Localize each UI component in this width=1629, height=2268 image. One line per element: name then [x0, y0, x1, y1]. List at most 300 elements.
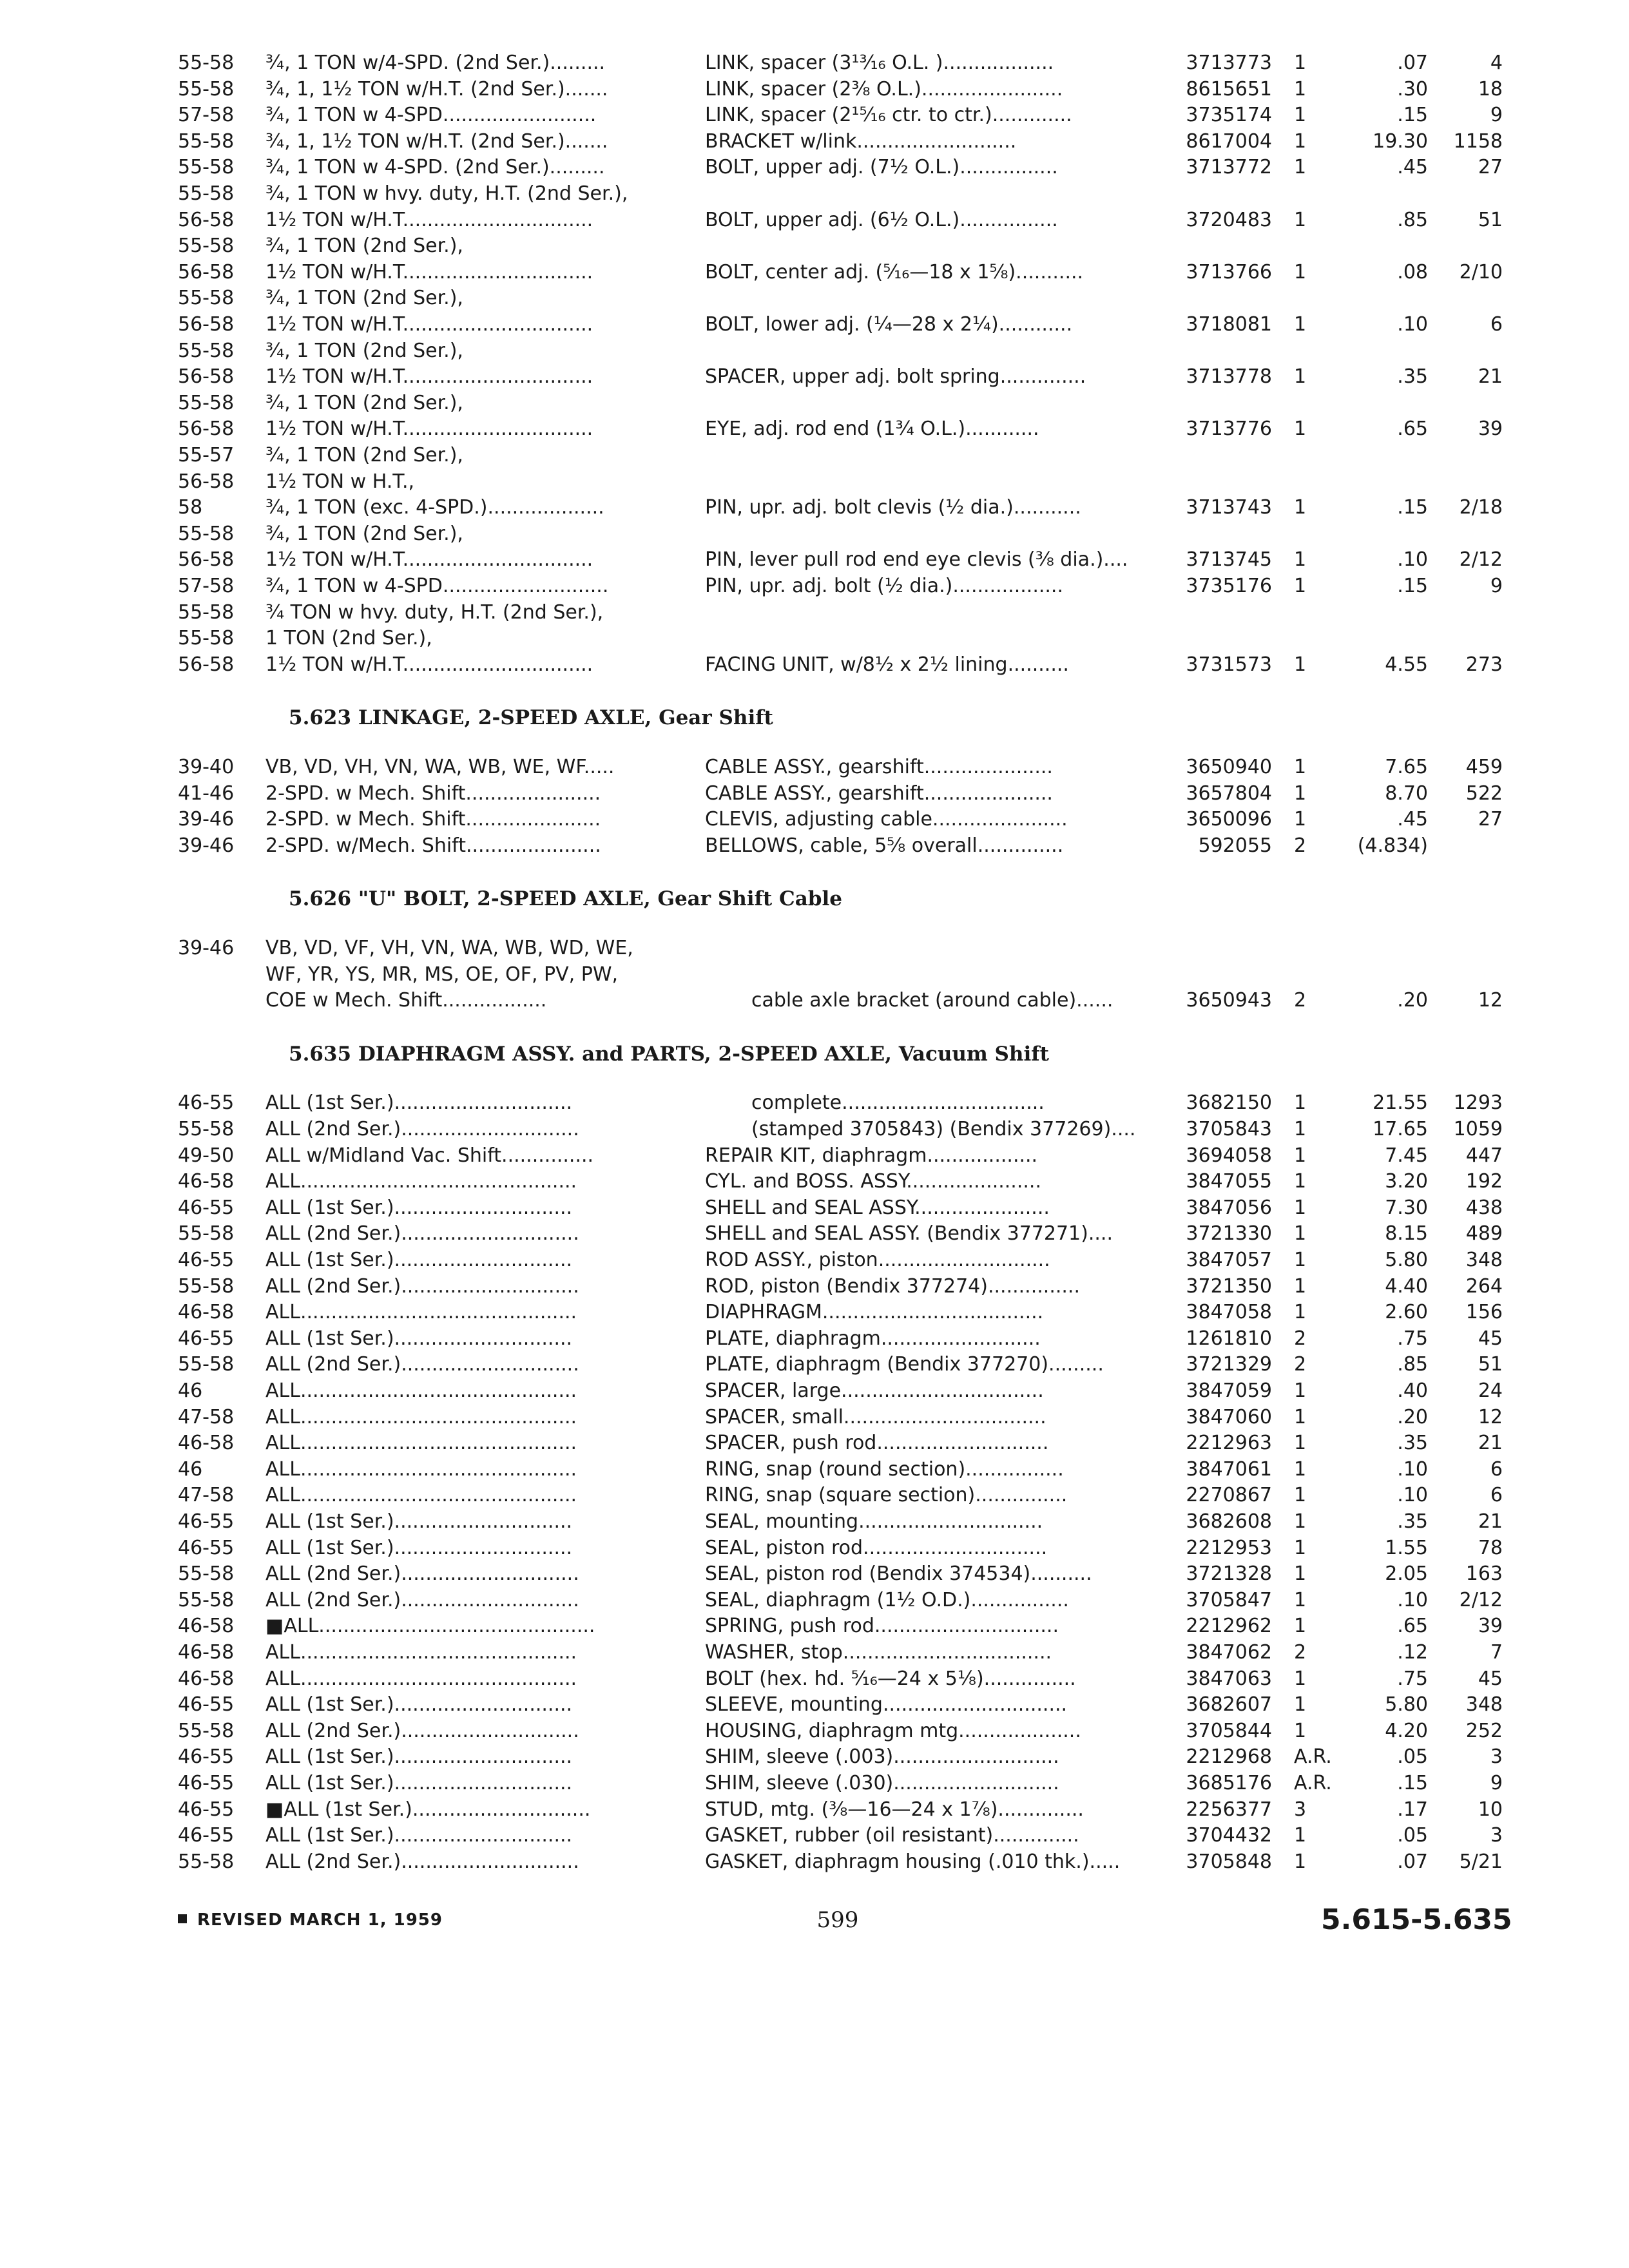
parts-row [0, 1169, 1629, 1195]
description-cell: EYE, adj. rod end (1¾ O.L.)............ [705, 418, 1039, 440]
list-price-cell: .45 [1397, 156, 1428, 178]
dealer-cost-cell: 192 [1465, 1170, 1503, 1193]
page-number: 599 [816, 1907, 859, 1933]
part-number-cell: 3705848 [1186, 1850, 1272, 1873]
models-cell: ALL............................................. [265, 1432, 577, 1454]
dealer-cost-cell: 39 [1478, 418, 1503, 440]
part-number-cell: 3705847 [1186, 1589, 1272, 1611]
list-price-cell: .75 [1397, 1667, 1428, 1690]
models-cell: ¾, 1 TON w hvy. duty, H.T. (2nd Ser.), [265, 182, 628, 205]
quantity-cell: 1 [1294, 808, 1307, 831]
part-number-cell: 3847058 [1186, 1301, 1272, 1323]
models-cell: VB, VD, VH, VN, WA, WB, WE, WF..... [265, 756, 615, 778]
description-cell: BOLT (hex. hd. ⁵⁄₁₆—24 x 5⅛)............... [705, 1667, 1076, 1690]
models-cell: ALL (2nd Ser.)............................. [265, 1720, 579, 1742]
dealer-cost-cell: 1293 [1453, 1091, 1503, 1114]
year-cell: 58 [178, 496, 203, 519]
section-heading: 5.623 LINKAGE, 2-SPEED AXLE, Gear Shift [289, 706, 773, 729]
quantity-cell: 1 [1294, 1458, 1307, 1481]
dealer-cost-cell: 9 [1490, 104, 1503, 126]
parts-row [0, 1090, 1629, 1116]
models-cell: 1 TON (2nd Ser.), [265, 627, 432, 649]
description-cell: RING, snap (square section)............... [705, 1484, 1068, 1506]
year-cell: 46-58 [178, 1667, 235, 1690]
models-cell: ALL (1st Ser.)............................. [265, 1196, 573, 1219]
part-number-cell: 3847055 [1186, 1170, 1272, 1193]
quantity-cell: 1 [1294, 1170, 1307, 1193]
list-price-cell: .08 [1397, 261, 1428, 284]
models-cell: ¾, 1 TON w 4-SPD........................... [265, 575, 609, 597]
dealer-cost-cell: 1059 [1453, 1118, 1503, 1140]
list-price-cell: .45 [1397, 808, 1428, 831]
description-cell: PIN, upr. adj. bolt clevis (½ dia.)........... [705, 496, 1081, 519]
description-cell: SPACER, upper adj. bolt spring.............. [705, 365, 1086, 388]
list-price-cell: 21.55 [1373, 1091, 1428, 1114]
parts-row [0, 1561, 1629, 1587]
list-price-cell: .10 [1397, 548, 1428, 571]
quantity-cell: 1 [1294, 78, 1307, 101]
dealer-cost-cell: 264 [1465, 1275, 1503, 1298]
models-cell: ¾, 1 TON (2nd Ser.), [265, 523, 463, 545]
year-cell: 55-58 [178, 1589, 235, 1611]
description-cell: SHIM, sleeve (.030)........................... [705, 1772, 1059, 1794]
models-cell: ALL............................................. [265, 1301, 577, 1323]
year-cell: 47-58 [178, 1484, 235, 1506]
list-price-cell: 17.65 [1373, 1118, 1428, 1140]
quantity-cell: 1 [1294, 1222, 1307, 1245]
quantity-cell: 2 [1294, 989, 1307, 1012]
list-price-cell: (4.834) [1357, 834, 1428, 857]
dealer-cost-cell: 45 [1478, 1667, 1503, 1690]
dealer-cost-cell: 27 [1478, 808, 1503, 831]
year-cell: 46-58 [178, 1301, 235, 1323]
parts-row [0, 962, 1629, 988]
part-number-cell: 3718081 [1186, 313, 1272, 336]
parts-row [0, 1823, 1629, 1849]
models-cell: ALL (1st Ser.)............................. [265, 1091, 573, 1114]
parts-row [0, 155, 1629, 180]
year-cell: 56-58 [178, 418, 235, 440]
dealer-cost-cell: 156 [1465, 1301, 1503, 1323]
parts-row [0, 1378, 1629, 1404]
list-price-cell: 7.45 [1385, 1144, 1428, 1167]
models-cell: ■ALL............................................. [265, 1615, 595, 1637]
models-cell: ALL (1st Ser.)............................. [265, 1824, 573, 1847]
year-cell: 55-58 [178, 1562, 235, 1585]
quantity-cell: 1 [1294, 261, 1307, 284]
parts-row [0, 1666, 1629, 1692]
parts-row [0, 390, 1629, 416]
parts-row [0, 1274, 1629, 1300]
part-number-cell: 3735174 [1186, 104, 1272, 126]
year-cell: 55-58 [178, 182, 235, 205]
dealer-cost-cell: 45 [1478, 1327, 1503, 1350]
quantity-cell: 1 [1294, 1589, 1307, 1611]
part-number-cell: 1261810 [1186, 1327, 1272, 1350]
quantity-cell: 1 [1294, 653, 1307, 676]
part-number-cell: 3682607 [1186, 1693, 1272, 1716]
quantity-cell: 1 [1294, 1693, 1307, 1716]
list-price-cell: .40 [1397, 1379, 1428, 1402]
dealer-cost-cell: 438 [1465, 1196, 1503, 1219]
part-number-cell: 592055 [1198, 834, 1272, 857]
year-cell: 55-58 [178, 340, 235, 362]
part-number-cell: 3650096 [1186, 808, 1272, 831]
quantity-cell: 1 [1294, 1562, 1307, 1585]
dealer-cost-cell: 2/12 [1459, 548, 1503, 571]
description-cell: WASHER, stop.................................. [705, 1641, 1052, 1664]
dealer-cost-cell: 39 [1478, 1615, 1503, 1637]
revision-marker-icon [178, 1914, 187, 1923]
parts-row [0, 1640, 1629, 1666]
parts-row [0, 1588, 1629, 1613]
year-cell: 55-58 [178, 1353, 235, 1376]
description-cell: BOLT, lower adj. (¼—28 x 2¼)............ [705, 313, 1073, 336]
description-cell: ROD, piston (Bendix 377274)............... [705, 1275, 1080, 1298]
section-range: 5.615-5.635 [1321, 1903, 1512, 1936]
parts-row [0, 626, 1629, 651]
list-price-cell: .35 [1397, 1432, 1428, 1454]
list-price-cell: .20 [1397, 1406, 1428, 1428]
models-cell: 1½ TON w/H.T............................... [265, 548, 593, 571]
part-number-cell: 2212968 [1186, 1745, 1272, 1768]
year-cell: 39-46 [178, 808, 235, 831]
models-cell: ALL w/Midland Vac. Shift............... [265, 1144, 594, 1167]
parts-row [0, 1771, 1629, 1796]
list-price-cell: .15 [1397, 575, 1428, 597]
year-cell: 56-58 [178, 209, 235, 231]
dealer-cost-cell: 2/18 [1459, 496, 1503, 519]
models-cell: ALL (2nd Ser.)............................. [265, 1562, 579, 1585]
dealer-cost-cell: 348 [1465, 1693, 1503, 1716]
list-price-cell: .05 [1397, 1745, 1428, 1768]
models-cell: 1½ TON w/H.T............................... [265, 365, 593, 388]
part-number-cell: 3847057 [1186, 1249, 1272, 1271]
list-price-cell: .75 [1397, 1327, 1428, 1350]
description-cell: SLEEVE, mounting.............................. [705, 1693, 1068, 1716]
parts-row [0, 988, 1629, 1014]
list-price-cell: .30 [1397, 78, 1428, 101]
year-cell: 55-58 [178, 601, 235, 624]
year-cell: 55-58 [178, 1275, 235, 1298]
list-price-cell: 4.40 [1385, 1275, 1428, 1298]
year-cell: 55-58 [178, 392, 235, 414]
year-cell: 46-58 [178, 1615, 235, 1637]
year-cell: 46-55 [178, 1693, 235, 1716]
year-cell: 46-55 [178, 1327, 235, 1350]
part-number-cell: 3657804 [1186, 782, 1272, 805]
models-cell: ALL............................................. [265, 1667, 577, 1690]
year-cell: 55-58 [178, 1118, 235, 1140]
models-cell: ALL............................................. [265, 1379, 577, 1402]
quantity-cell: 1 [1294, 130, 1307, 153]
year-cell: 46-55 [178, 1745, 235, 1768]
part-number-cell: 3721350 [1186, 1275, 1272, 1298]
dealer-cost-cell: 21 [1478, 1432, 1503, 1454]
dealer-cost-cell: 21 [1478, 1510, 1503, 1533]
models-cell: ALL............................................. [265, 1406, 577, 1428]
part-number-cell: 3847063 [1186, 1667, 1272, 1690]
dealer-cost-cell: 9 [1490, 1772, 1503, 1794]
description-cell: complete................................. [751, 1091, 1045, 1114]
description-cell: SPACER, small................................. [705, 1406, 1046, 1428]
section-heading: 5.626 "U" BOLT, 2-SPEED AXLE, Gear Shift Cable [289, 887, 842, 910]
quantity-cell: 1 [1294, 1615, 1307, 1637]
year-cell: 55-58 [178, 523, 235, 545]
parts-row [0, 1535, 1629, 1561]
parts-row [0, 1744, 1629, 1770]
quantity-cell: 1 [1294, 1824, 1307, 1847]
description-cell: BOLT, center adj. (⁵⁄₁₆—18 x 1⁵⁄₈)........... [705, 261, 1084, 284]
dealer-cost-cell: 522 [1465, 782, 1503, 805]
revised-note [178, 1901, 443, 1939]
dealer-cost-cell: 78 [1478, 1537, 1503, 1559]
quantity-cell: 1 [1294, 209, 1307, 231]
quantity-cell: 1 [1294, 1301, 1307, 1323]
parts-row [0, 260, 1629, 285]
part-number-cell: 2212963 [1186, 1432, 1272, 1454]
dealer-cost-cell: 163 [1465, 1562, 1503, 1585]
description-cell: LINK, spacer (2⅜ O.L.)....................... [705, 78, 1063, 101]
dealer-cost-cell: 252 [1465, 1720, 1503, 1742]
year-cell: 55-58 [178, 235, 235, 257]
quantity-cell: 1 [1294, 1379, 1307, 1402]
part-number-cell: 3847061 [1186, 1458, 1272, 1481]
list-price-cell: 3.20 [1385, 1170, 1428, 1193]
description-cell: BRACKET w/link.......................... [705, 130, 1017, 153]
models-cell: 2-SPD. w/Mech. Shift...................... [265, 834, 601, 857]
parts-row [0, 364, 1629, 390]
dealer-cost-cell: 3 [1490, 1745, 1503, 1768]
quantity-cell: 1 [1294, 575, 1307, 597]
list-price-cell: 4.55 [1385, 653, 1428, 676]
part-number-cell: 3713773 [1186, 52, 1272, 74]
quantity-cell: 1 [1294, 313, 1307, 336]
parts-row [0, 1405, 1629, 1430]
description-cell: PIN, upr. adj. bolt (½ dia.).................. [705, 575, 1063, 597]
year-cell: 55-58 [178, 1850, 235, 1873]
dealer-cost-cell: 7 [1490, 1641, 1503, 1664]
models-cell: ALL (2nd Ser.)............................. [265, 1275, 579, 1298]
description-cell: LINK, spacer (3¹³⁄₁₆ O.L. ).................. [705, 52, 1054, 74]
models-cell: ALL (2nd Ser.)............................. [265, 1850, 579, 1873]
dealer-cost-cell: 27 [1478, 156, 1503, 178]
dealer-cost-cell: 10 [1478, 1798, 1503, 1821]
year-cell: 39-40 [178, 756, 235, 778]
parts-row [0, 1692, 1629, 1718]
part-number-cell: 3713776 [1186, 418, 1272, 440]
dealer-cost-cell: 12 [1478, 989, 1503, 1012]
description-cell: GASKET, rubber (oil resistant).............. [705, 1824, 1079, 1847]
year-cell: 55-58 [178, 627, 235, 649]
description-cell: RING, snap (round section)................ [705, 1458, 1064, 1481]
parts-row [0, 312, 1629, 338]
dealer-cost-cell: 18 [1478, 78, 1503, 101]
year-cell: 57-58 [178, 104, 235, 126]
year-cell: 55-58 [178, 52, 235, 74]
dealer-cost-cell: 459 [1465, 756, 1503, 778]
description-cell: STUD, mtg. (⅜—16—24 x 1⅞).............. [705, 1798, 1084, 1821]
list-price-cell: .65 [1397, 418, 1428, 440]
list-price-cell: .10 [1397, 1458, 1428, 1481]
parts-row [0, 1457, 1629, 1483]
dealer-cost-cell: 5/21 [1459, 1850, 1503, 1873]
year-cell: 57-58 [178, 575, 235, 597]
models-cell: COE w Mech. Shift................. [265, 989, 547, 1012]
models-cell: ALL............................................. [265, 1484, 577, 1506]
year-cell: 46 [178, 1379, 203, 1402]
quantity-cell: 1 [1294, 104, 1307, 126]
list-price-cell: 2.60 [1385, 1301, 1428, 1323]
dealer-cost-cell: 4 [1490, 52, 1503, 74]
description-cell: SHIM, sleeve (.003)........................... [705, 1745, 1059, 1768]
part-number-cell: 2212962 [1186, 1615, 1272, 1637]
dealer-cost-cell: 1158 [1453, 130, 1503, 153]
quantity-cell: 1 [1294, 1118, 1307, 1140]
quantity-cell: 1 [1294, 1537, 1307, 1559]
description-cell: PLATE, diaphragm (Bendix 377270)......... [705, 1353, 1104, 1376]
year-cell: 56-58 [178, 653, 235, 676]
parts-row [0, 129, 1629, 155]
part-number-cell: 3713766 [1186, 261, 1272, 284]
list-price-cell: .85 [1397, 209, 1428, 231]
year-cell: 56-58 [178, 548, 235, 571]
quantity-cell: A.R. [1294, 1772, 1332, 1794]
parts-row [0, 1143, 1629, 1169]
dealer-cost-cell: 489 [1465, 1222, 1503, 1245]
description-cell: SHELL and SEAL ASSY...................... [705, 1196, 1050, 1219]
description-cell: CABLE ASSY., gearshift..................... [705, 782, 1053, 805]
year-cell: 46-58 [178, 1170, 235, 1193]
quantity-cell: 1 [1294, 1275, 1307, 1298]
dealer-cost-cell: 2/12 [1459, 1589, 1503, 1611]
parts-row [0, 233, 1629, 259]
parts-row [0, 521, 1629, 547]
models-cell: ¾, 1, 1½ TON w/H.T. (2nd Ser.)....... [265, 78, 608, 101]
part-number-cell: 3704432 [1186, 1824, 1272, 1847]
dealer-cost-cell: 51 [1478, 209, 1503, 231]
part-number-cell: 3721329 [1186, 1353, 1272, 1376]
models-cell: ¾, 1 TON (2nd Ser.), [265, 287, 463, 309]
quantity-cell: 1 [1294, 1720, 1307, 1742]
list-price-cell: .35 [1397, 1510, 1428, 1533]
models-cell: ALL (1st Ser.)............................. [265, 1772, 573, 1794]
part-number-cell: 3721330 [1186, 1222, 1272, 1245]
list-price-cell: .12 [1397, 1641, 1428, 1664]
part-number-cell: 2212953 [1186, 1537, 1272, 1559]
dealer-cost-cell: 9 [1490, 575, 1503, 597]
models-cell: 1½ TON w/H.T............................... [265, 418, 593, 440]
dealer-cost-cell: 447 [1465, 1144, 1503, 1167]
models-cell: ALL............................................. [265, 1170, 577, 1193]
part-number-cell: 3650943 [1186, 989, 1272, 1012]
year-cell: 56-58 [178, 365, 235, 388]
parts-row [0, 416, 1629, 442]
parts-row [0, 936, 1629, 961]
description-cell: GASKET, diaphragm housing (.010 thk.)..... [705, 1850, 1121, 1873]
part-number-cell: 2270867 [1186, 1484, 1272, 1506]
year-cell: 55-58 [178, 287, 235, 309]
models-cell: ¾, 1 TON (2nd Ser.), [265, 340, 463, 362]
quantity-cell: 1 [1294, 756, 1307, 778]
description-cell: CABLE ASSY., gearshift..................... [705, 756, 1053, 778]
description-cell: DIAPHRAGM.................................... [705, 1301, 1044, 1323]
quantity-cell: 1 [1294, 1667, 1307, 1690]
year-cell: 46-55 [178, 1196, 235, 1219]
parts-row [0, 1718, 1629, 1744]
models-cell: 2-SPD. w Mech. Shift...................... [265, 808, 601, 831]
year-cell: 56-58 [178, 261, 235, 284]
part-number-cell: 3650940 [1186, 756, 1272, 778]
list-price-cell: .35 [1397, 365, 1428, 388]
description-cell: BELLOWS, cable, 5⅝ overall.............. [705, 834, 1064, 857]
part-number-cell: 3847062 [1186, 1641, 1272, 1664]
parts-row [0, 181, 1629, 207]
year-cell: 47-58 [178, 1406, 235, 1428]
year-cell: 41-46 [178, 782, 235, 805]
year-cell: 46-58 [178, 1432, 235, 1454]
models-cell: ALL (2nd Ser.)............................. [265, 1589, 579, 1611]
parts-row [0, 495, 1629, 521]
list-price-cell: .10 [1397, 1484, 1428, 1506]
description-cell: PLATE, diaphragm.......................... [705, 1327, 1041, 1350]
quantity-cell: 1 [1294, 782, 1307, 805]
models-cell: ¾, 1 TON w 4-SPD......................... [265, 104, 597, 126]
description-cell: SPRING, push rod.............................. [705, 1615, 1059, 1637]
parts-row [0, 1613, 1629, 1639]
part-number-cell: 3685176 [1186, 1772, 1272, 1794]
parts-row [0, 1352, 1629, 1378]
dealer-cost-cell: 273 [1465, 653, 1503, 676]
description-cell: SEAL, mounting.............................. [705, 1510, 1043, 1533]
quantity-cell: 1 [1294, 1432, 1307, 1454]
part-number-cell: 3847059 [1186, 1379, 1272, 1402]
models-cell: ALL (2nd Ser.)............................. [265, 1353, 579, 1376]
dealer-cost-cell: 6 [1490, 1484, 1503, 1506]
quantity-cell: 2 [1294, 834, 1307, 857]
parts-row [0, 781, 1629, 807]
dealer-cost-cell: 6 [1490, 313, 1503, 336]
part-number-cell: 3713745 [1186, 548, 1272, 571]
description-cell: SEAL, diaphragm (1½ O.D.)................ [705, 1589, 1069, 1611]
quantity-cell: 1 [1294, 1510, 1307, 1533]
part-number-cell: 3713778 [1186, 365, 1272, 388]
quantity-cell: 1 [1294, 496, 1307, 519]
parts-row [0, 1300, 1629, 1325]
quantity-cell: 2 [1294, 1641, 1307, 1664]
parts-row [0, 1221, 1629, 1247]
description-cell: SEAL, piston rod (Bendix 374534).......... [705, 1562, 1092, 1585]
dealer-cost-cell: 21 [1478, 365, 1503, 388]
parts-row [0, 547, 1629, 573]
list-price-cell: .15 [1397, 1772, 1428, 1794]
models-cell: 1½ TON w/H.T............................... [265, 209, 593, 231]
year-cell: 56-58 [178, 313, 235, 336]
description-cell: BOLT, upper adj. (7½ O.L.)................ [705, 156, 1058, 178]
list-price-cell: .17 [1397, 1798, 1428, 1821]
parts-row [0, 1195, 1629, 1221]
description-cell: SHELL and SEAL ASSY. (Bendix 377271).... [705, 1222, 1113, 1245]
part-number-cell: 3847056 [1186, 1196, 1272, 1219]
year-cell: 39-46 [178, 937, 235, 959]
parts-row [0, 77, 1629, 102]
description-cell: CLEVIS, adjusting cable...................... [705, 808, 1068, 831]
part-number-cell: 3682608 [1186, 1510, 1272, 1533]
parts-row [0, 469, 1629, 495]
list-price-cell: 8.15 [1385, 1222, 1428, 1245]
parts-row [0, 1430, 1629, 1456]
part-number-cell: 3721328 [1186, 1562, 1272, 1585]
